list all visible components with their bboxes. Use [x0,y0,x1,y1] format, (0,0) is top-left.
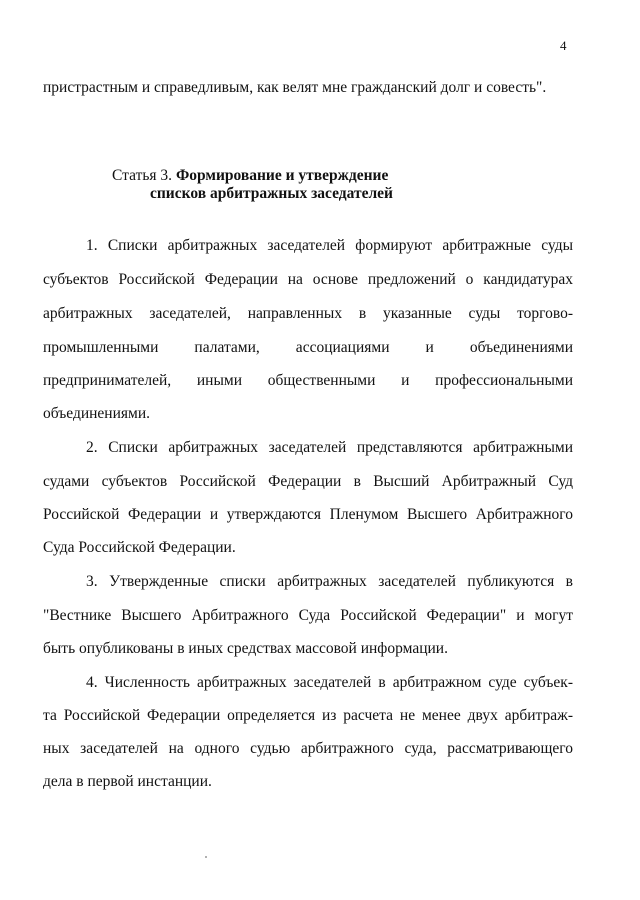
paragraph-line: объединениями. [43,405,150,422]
scan-speck [205,856,207,858]
paragraph-line: арбитражных заседателей, направленных в указанные суды торгово- [43,305,573,322]
paragraph-line: та Российской Федерации определяется из расчета не менее двух арбитраж- [43,707,573,724]
paragraph-line: быть опубликованы в иных средствах массовой информации. [43,640,448,657]
paragraph-line: судами субъектов Российской Федерации в Высший Арбитражный Суд [43,473,573,490]
page-number: 4 [560,38,567,53]
paragraph-line: "Вестнике Высшего Арбитражного Суда Российской Федерации" и могут [43,607,573,624]
paragraph-line: промышленными палатами, ассоциациями и объединениями [43,339,573,356]
article-title-line2: списков арбитражных заседателей [150,185,393,202]
paragraph-line: 4. Численность арбитражных заседателей в арбитражном суде субъек- [86,674,573,691]
article-number: Статья 3. [112,167,173,184]
paragraph-line: 3. Утвержденные списки арбитражных заседателей публикуются в [86,573,573,590]
paragraph-line: дела в первой инстанции. [43,773,212,790]
paragraph-line: ных заседателей на одного судью арбитражного суда, рассматривающего [43,740,573,757]
paragraph-line: предпринимателей, иными общественными и профессиональными [43,372,573,389]
paragraph-line: 1. Списки арбитражных заседателей формируют арбитражные суды [86,237,573,254]
paragraph-line: Суда Российской Федерации. [43,539,236,556]
paragraph-line: 2. Списки арбитражных заседателей представляются арбитражными [86,439,573,456]
paragraph-line: субъектов Российской Федерации на основе предложений о кандидатурах [43,271,573,288]
intro-line: пристрастным и справедливым, как велят мне гражданский долг и совесть". [43,79,547,96]
article-heading [112,166,388,186]
paragraph-line: Российской Федерации и утверждаются Пленумом Высшего Арбитражного [43,506,573,523]
article-title-line1: Формирование и утверждение [175,167,389,184]
